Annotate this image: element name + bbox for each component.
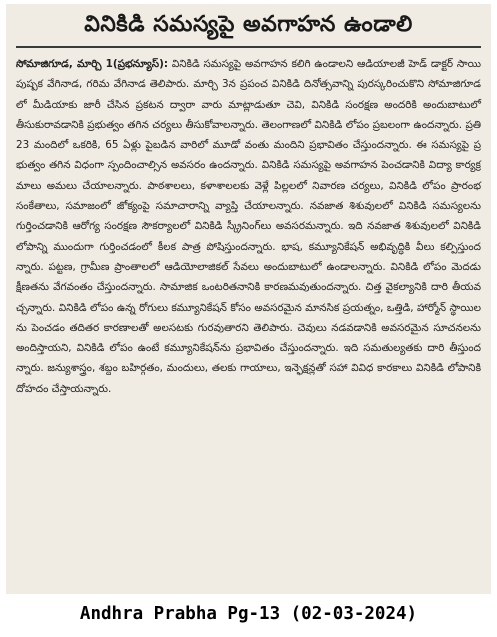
headline-divider [16,46,481,48]
newspaper-clipping [6,4,491,594]
article-dateline: సోమాజిగూడ, మార్చి 1(ప్రభన్యూస్): [16,58,168,70]
article-body [16,54,481,399]
article-headline: వినికిడి సమస్యపై అవగాహన ఉండాలి [84,12,413,37]
source-caption: Andhra Prabha Pg-13 (02-03-2024) [79,604,418,624]
article-text: వినికిడి సమస్యపై అవగాహన కలిగి ఉండాలని ఆడియాలజీ హెడ్ డాక్టర్ సాయి పుష్పక వేగినాడ, గరిమ వేగినాడ తెలిపారు. మార్చి 3న ప్రపంచ వినికిడి దినోత్సవాన్ని పురస్కరించుకొని సోమాజిగూడలో మీడియాకు జారీ చేసిన ప్రకటన ద్వారా వారు మాట్లాడుతూ చెవి, వినికిడి సంరక్షణ అందరికి అందుబాటులో తీసుకురావడానికి ప్రభుత్వం తగిన చర్యలు తీసుకోవాలన్నారు. తెలంగాణలో వినికిడి లోపం ప్రబలంగా ఉందన్నారు. ప్రతి 23 మందిలో ఒకరికి, 65 ఏళ్లు పైబడిన వారిలో మూడో వంతు మందిని ప్రభావితం చేస్తుందన్నారు. ఈ సమస్యపై ప్రభుత్వం తగిన విధంగా స్పందించాల్సిన అవసరం ఉందన్నారు. వినికిడి సమస్యపై అవగాహన పెంచడానికి విద్యా కార్యక్రమాలు అమలు చేయాలన్నారు. పాఠశాలలు, కళాశాలలకు వెళ్లే పిల్లలలో నివారణ చర్యలు, వినికిడి లోపం ప్రారంభ సంకేతాలు, సమాజంలో జోక్యంపై సమాచారాన్ని వ్యాప్తి చేయాలన్నారు. నవజాత శిశువులలో వినికిడి సమస్యలను గుర్తించడానికి ఆరోగ్య సంరక్షణ సౌకర్యాలలో వినికిడి స్క్రీనింగ్‌లు అవసరమన్నారు. ఇది నవజాత శిశువులలో వినికిడి లోపాన్ని ముందుగా గుర్తించడంలో కీలక పాత్ర పోషిస్తుందన్నారు. భాష, కమ్యూనికేషన్ అభివృద్ధికి వీలు కల్పిస్తుందన్నారు. పట్టణ, గ్రామీణ ప్రాంతాలలో ఆడియోలాజికల్ సేవలు అందుబాటులో ఉండాలన్నారు. వినికిడి లోపం మెదడు క్షీణతను వేగవంతం చేస్తుందన్నారు. సామాజిక ఒంటరితనానికి కారణమవుతుందన్నారు. చిత్త వైకల్యానికి దారి తీయవచ్చన్నారు. వినికిడి లోపం ఉన్న రోగులు కమ్యూనికేషన్ కోసం అవసరమైన మానసిక ప్రయత్నం, ఒత్తిడి, హార్మోన్ స్థాయిలను పెంచడం తదితర కారణాలతో అలసటకు గురవుతారని తెలిపారు. చెవులు నడవడానికి అవసరమైన సూచనలను అందిస్తాయని, వినికిడి లోపం ఉంటే కమ్యూనికేషన్‌ను ప్రభావితం చేస్తుందన్నారు. ఇది సమతుల్యతకు దారి తీస్తుందన్నారు. జన్యుశాస్త్రం, శబ్దం బహిర్గతం, మందులు, తలకు గాయాలు, ఇన్ఫెక్షన్లతో సహా వివిధ కారకాలు వినికిడి లోపానికి దోహదం చేస్తాయన్నారు. [16,58,481,395]
